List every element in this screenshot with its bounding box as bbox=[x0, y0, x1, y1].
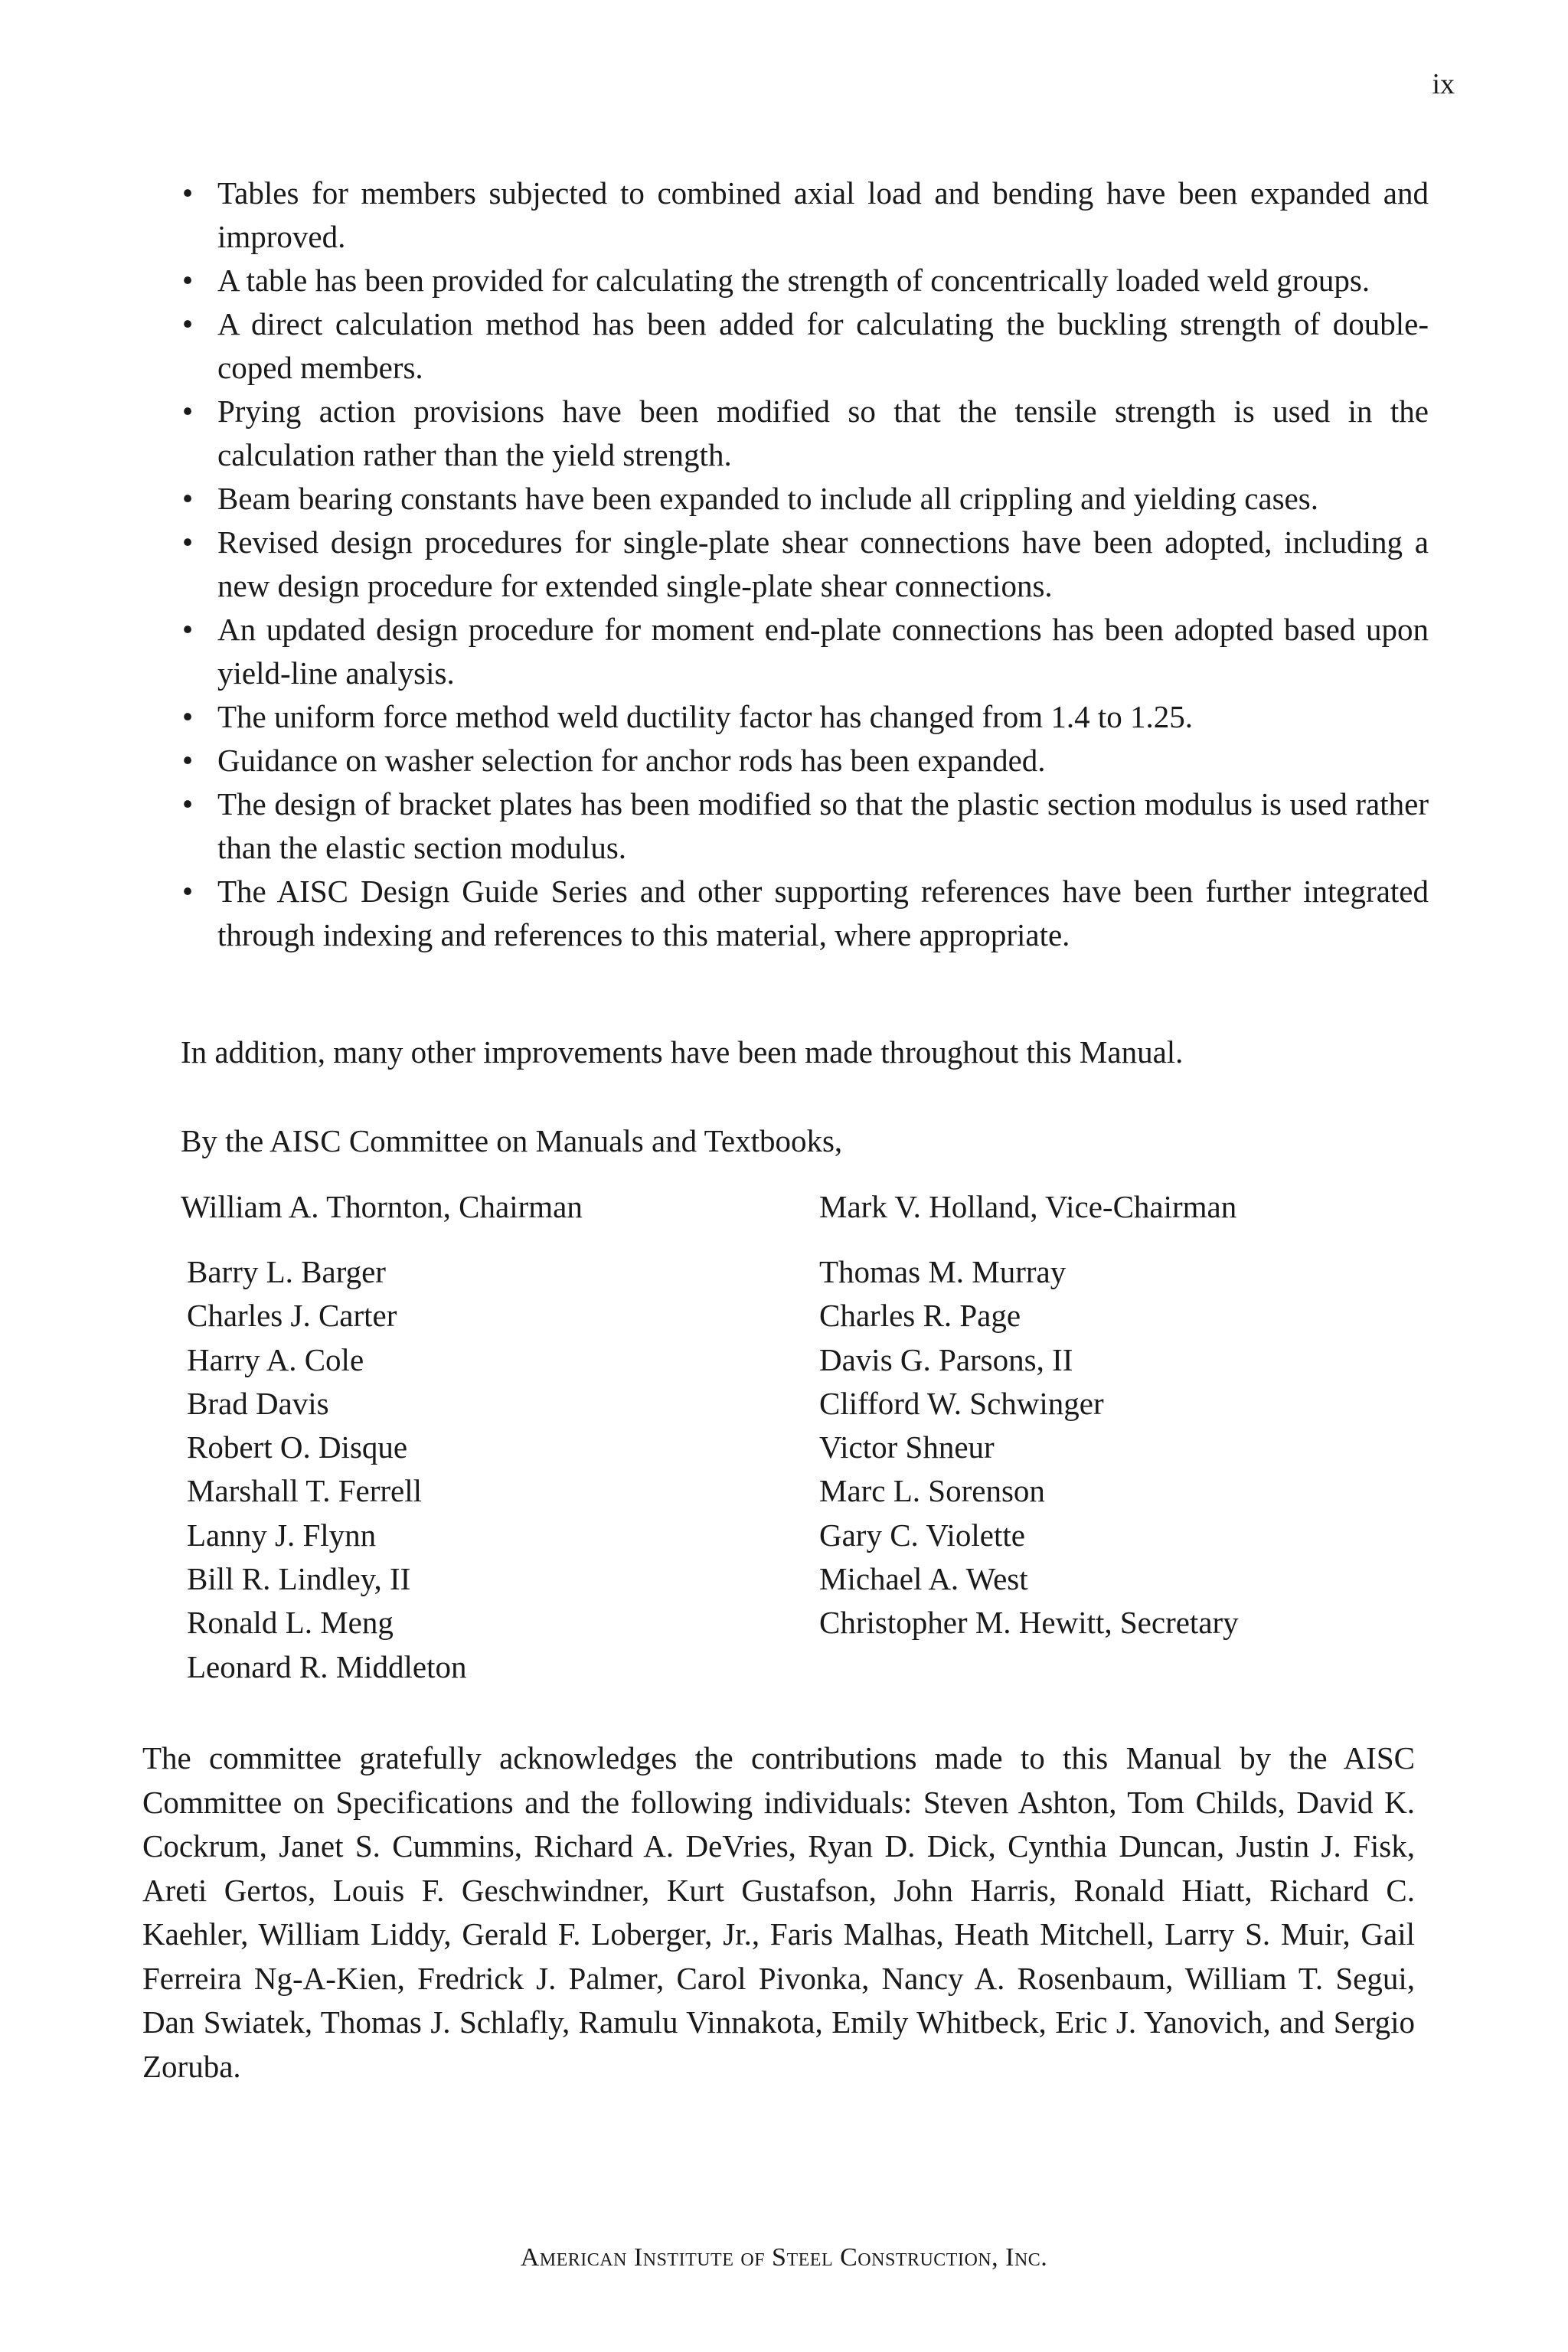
committee-member: Victor Shneur bbox=[819, 1429, 995, 1465]
list-item bbox=[176, 870, 1429, 957]
list-item bbox=[176, 608, 1429, 695]
list-item-text: Guidance on washer selection for anchor rods has been expanded. bbox=[217, 743, 1046, 778]
list-item bbox=[176, 739, 1429, 782]
footer-publisher: American Institute of Steel Construction, Inc. bbox=[520, 2243, 1048, 2272]
committee-members-right bbox=[819, 1250, 1239, 1645]
committee-member: Marc L. Sorenson bbox=[819, 1473, 1045, 1509]
committee-member: Christopher M. Hewitt, Secretary bbox=[819, 1605, 1239, 1641]
bullet-marker: • bbox=[181, 874, 194, 909]
list-item bbox=[176, 390, 1429, 477]
committee-member: Barry L. Barger bbox=[187, 1254, 386, 1289]
list-item bbox=[176, 782, 1429, 870]
list-item bbox=[176, 521, 1429, 608]
bullet-marker: • bbox=[181, 524, 194, 560]
list-item bbox=[176, 695, 1429, 739]
bullet-marker: • bbox=[181, 306, 194, 341]
committee-vice-chairman: Mark V. Holland, Vice-Chairman bbox=[819, 1189, 1237, 1224]
list-item bbox=[176, 172, 1429, 259]
committee-member: Clifford W. Schwinger bbox=[819, 1385, 1104, 1421]
committee-member: Gary C. Violette bbox=[819, 1517, 1025, 1553]
list-item bbox=[176, 477, 1429, 521]
committee-member: Michael A. West bbox=[819, 1561, 1028, 1597]
page-number: ix bbox=[1432, 68, 1455, 100]
bullet-marker: • bbox=[181, 394, 194, 429]
committee-member: Marshall T. Ferrell bbox=[187, 1473, 423, 1509]
list-item-text: A direct calculation method has been added for calculating the buckling strength of double-coped members. bbox=[217, 306, 1429, 385]
list-item bbox=[176, 302, 1429, 390]
bullet-marker: • bbox=[181, 263, 194, 298]
list-item-text: Beam bearing constants have been expanded to include all crippling and yielding cases. bbox=[217, 481, 1318, 516]
acknowledgment-paragraph: The committee gratefully acknowledges the contributions made to this Manual by the AISC Committee on Specifications and the following individuals: Steven Ashton, Tom Childs, David K. Cockrum, Janet S. Cummins, Richard A. DeVries, Ryan D. Dick, Cynthia Duncan, Justin J. Fisk, Areti Gertos, Louis F. Geschwindner, Kurt Gustafson, John Harris, Ronald Hiatt, Richard C. Kaehler, William Liddy, Gerald F. Loberger, Jr., Faris Malhas, Heath Mitchell, Larry S. Muir, Gail Ferreira Ng-A-Kien, Fredrick J. Palmer, Carol Pivonka, Nancy A. Rosenbaum, William T. Segui, Dan Swiatek, Thomas J. Schlafly, Ramulu Vinnakota, Emily Whitbeck, Eric J. Yanovich, and Sergio Zoruba. bbox=[142, 1740, 1415, 2084]
committee-member: Brad Davis bbox=[187, 1385, 329, 1421]
list-item-text: Tables for members subjected to combined axial load and bending have been expanded and improved. bbox=[217, 175, 1429, 254]
list-item-text: An updated design procedure for moment end-plate connections has been adopted based upon yield-line analysis. bbox=[217, 612, 1429, 691]
bullet-marker: • bbox=[181, 612, 194, 647]
bullet-marker: • bbox=[181, 481, 194, 516]
committee-member: Lanny J. Flynn bbox=[187, 1517, 377, 1553]
intro-paragraph: In addition, many other improvements have been made throughout this Manual. bbox=[181, 1034, 1184, 1070]
committee-heading: By the AISC Committee on Manuals and Textbooks, bbox=[181, 1123, 843, 1158]
improvements-list bbox=[176, 172, 1429, 957]
committee-member: Ronald L. Meng bbox=[187, 1605, 394, 1641]
committee-member: Davis G. Parsons, II bbox=[819, 1341, 1073, 1377]
committee-member: Thomas M. Murray bbox=[819, 1254, 1067, 1289]
committee-member: Bill R. Lindley, II bbox=[187, 1561, 411, 1597]
committee-member: Robert O. Disque bbox=[187, 1429, 408, 1465]
list-item-text: A table has been provided for calculating the strength of concentrically loaded weld groups. bbox=[217, 263, 1370, 298]
page-footer bbox=[0, 2243, 1568, 2272]
list-item-text: The AISC Design Guide Series and other supporting references have been further integrated through indexing and references to this material, where appropriate. bbox=[217, 874, 1429, 952]
bullet-marker: • bbox=[181, 743, 194, 778]
committee-member: Leonard R. Middleton bbox=[187, 1648, 467, 1684]
list-item bbox=[176, 259, 1429, 302]
committee-member: Charles R. Page bbox=[819, 1298, 1021, 1334]
committee-member: Harry A. Cole bbox=[187, 1341, 364, 1377]
list-item-text: Revised design procedures for single-plate shear connections have been adopted, including a new design procedure for extended single-plate shear connections. bbox=[217, 524, 1429, 603]
committee-chairman: William A. Thornton, Chairman bbox=[181, 1189, 583, 1224]
bullet-marker: • bbox=[181, 175, 194, 211]
bullet-marker: • bbox=[181, 786, 194, 822]
bullet-marker: • bbox=[181, 699, 194, 734]
committee-members-left bbox=[187, 1250, 467, 1689]
committee-member: Charles J. Carter bbox=[187, 1298, 397, 1334]
list-item-text: Prying action provisions have been modified so that the tensile strength is used in the calculation rather than the yield strength. bbox=[217, 394, 1429, 472]
list-item-text: The design of bracket plates has been modified so that the plastic section modulus is used rather than the elastic section modulus. bbox=[217, 786, 1429, 865]
list-item-text: The uniform force method weld ductility factor has changed from 1.4 to 1.25. bbox=[217, 699, 1194, 734]
